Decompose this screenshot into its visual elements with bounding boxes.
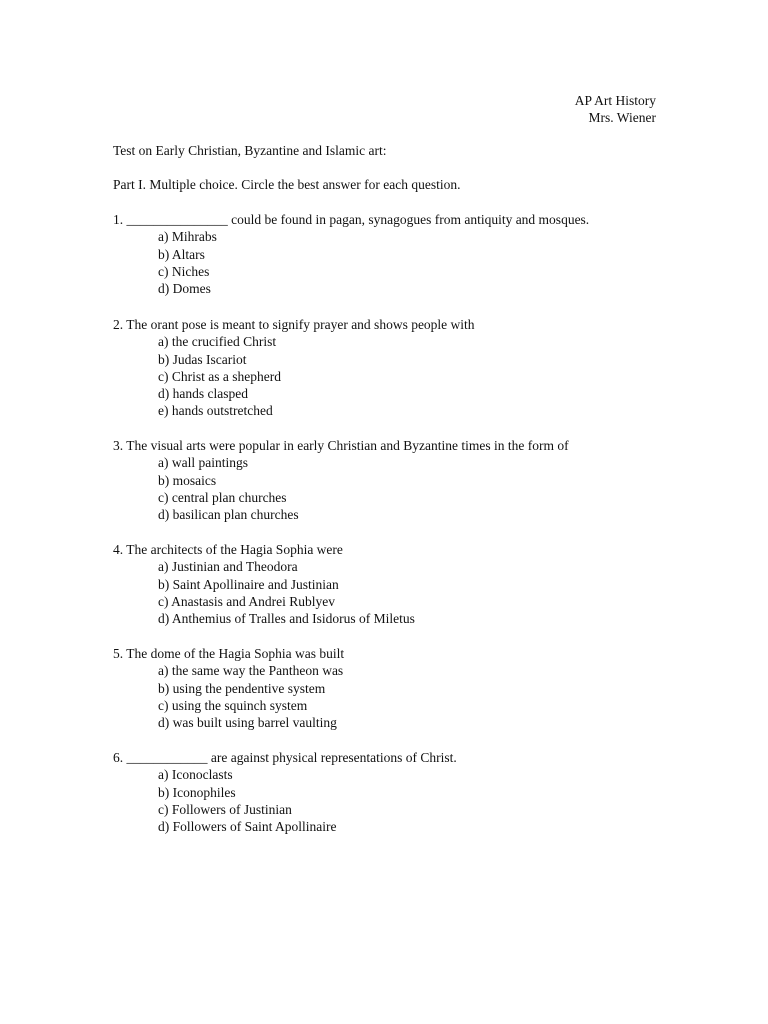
question-5 (113, 645, 344, 731)
answer-option: c) central plan churches (158, 489, 287, 505)
answer-option: d) Anthemius of Tralles and Isidorus of Miletus (158, 611, 415, 627)
question-stem: 2. The orant pose is meant to signify prayer and shows people with (113, 317, 475, 332)
course-name: AP Art History (574, 93, 656, 108)
answer-option: c) Christ as a shepherd (158, 368, 281, 384)
answer-option: b) mosaics (158, 472, 217, 488)
question-stem: 1. _______________ could be found in pagan, synagogues from antiquity and mosques. (113, 212, 590, 227)
answer-option: a) Iconoclasts (158, 767, 233, 783)
answer-option: d) basilican plan churches (158, 507, 299, 523)
answer-option: b) Judas Iscariot (158, 351, 247, 367)
question-3 (113, 437, 569, 523)
question-4 (113, 541, 415, 627)
answer-option: b) Saint Apollinaire and Justinian (158, 576, 339, 592)
answer-option: d) hands clasped (158, 386, 248, 402)
question-2 (113, 316, 475, 420)
answer-option: e) hands outstretched (158, 403, 273, 419)
answer-option: a) Mihrabs (158, 229, 217, 245)
answer-option: b) using the pendentive system (158, 680, 326, 696)
question-stem: 6. ____________ are against physical representations of Christ. (113, 750, 457, 765)
answer-option: d) Domes (158, 281, 211, 297)
answer-option: a) the crucified Christ (158, 334, 277, 350)
answer-option: a) Justinian and Theodora (158, 559, 298, 575)
answer-option: b) Iconophiles (158, 784, 236, 800)
answer-option: d) was built using barrel vaulting (158, 715, 337, 731)
answer-option: a) the same way the Pantheon was (158, 663, 344, 679)
answer-option: c) Niches (158, 263, 210, 279)
part-instructions: Part I. Multiple choice. Circle the best answer for each question. (113, 177, 461, 192)
question-stem: 3. The visual arts were popular in early Christian and Byzantine times in the form of (113, 438, 569, 453)
answer-option: a) wall paintings (158, 455, 248, 471)
teacher-name: Mrs. Wiener (588, 110, 656, 125)
answer-options (113, 766, 457, 835)
answer-option: d) Followers of Saint Apollinaire (158, 819, 337, 835)
answer-option: b) Altars (158, 246, 205, 262)
answer-option: c) Followers of Justinian (158, 801, 292, 817)
answer-options (113, 454, 569, 523)
test-title: Test on Early Christian, Byzantine and Islamic art: (113, 143, 387, 158)
answer-option: c) using the squinch system (158, 697, 308, 713)
answer-option: c) Anastasis and Andrei Rublyev (158, 593, 335, 609)
answer-options (113, 558, 415, 627)
question-stem: 4. The architects of the Hagia Sophia were (113, 542, 343, 557)
question-stem: 5. The dome of the Hagia Sophia was built (113, 646, 345, 661)
document-header (575, 92, 656, 126)
answer-options (113, 333, 475, 419)
question-6 (113, 749, 457, 835)
answer-options (113, 662, 344, 731)
question-1 (113, 211, 589, 297)
answer-options (113, 228, 589, 297)
